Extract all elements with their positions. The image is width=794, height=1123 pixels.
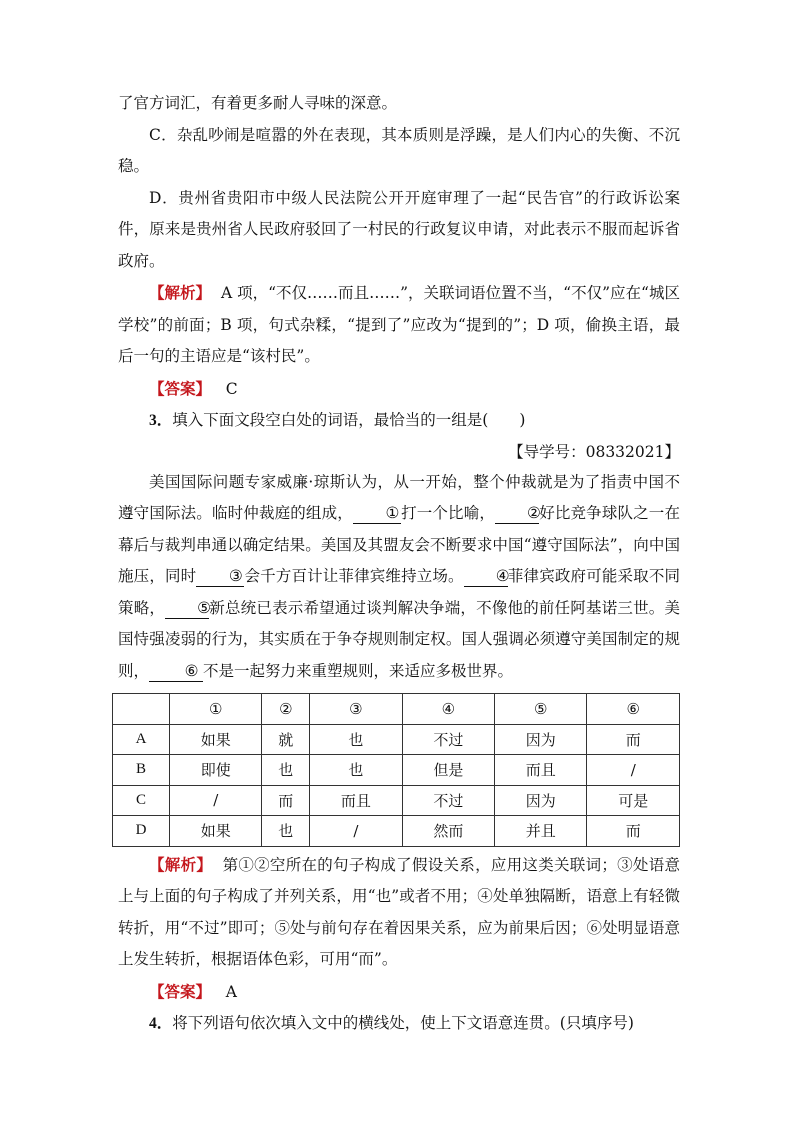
table-header-cell: ⑥ bbox=[587, 694, 680, 725]
table-cell: 也 bbox=[262, 755, 310, 786]
table-cell: 因为 bbox=[495, 785, 587, 816]
passage-text: 不是一起努力来重塑规则，来适应多极世界。 bbox=[203, 661, 514, 680]
analysis-tag: 【解析】 bbox=[149, 854, 213, 874]
blank-6: ⑥ bbox=[149, 661, 203, 682]
table-cell: 但是 bbox=[402, 755, 494, 786]
table-cell: 并且 bbox=[495, 816, 587, 847]
question-stem: 将下列语句依次填入文中的横线处，使上下文语意连贯。(只填序号) bbox=[172, 1014, 634, 1032]
question-stem: 填入下面文段空白处的词语，最恰当的一组是( ) bbox=[172, 411, 526, 429]
blank-1: ① bbox=[353, 503, 401, 524]
document-page bbox=[118, 88, 680, 1040]
table-cell: 即使 bbox=[170, 755, 262, 786]
answer-tag: 【答案】 bbox=[149, 378, 212, 398]
table-header-row bbox=[113, 694, 680, 725]
table-row bbox=[113, 755, 680, 786]
q2-analysis bbox=[118, 277, 680, 373]
table-cell: 不过 bbox=[402, 724, 494, 755]
q3-analysis bbox=[118, 849, 680, 976]
answer-tag: 【答案】 bbox=[149, 981, 212, 1001]
analysis-text: 第①②空所在的句子构成了假设关系，应用这类关联词；③处语意上与上面的句子构成了并列关系，用“也”或者不用；④处单独隔断，语意上有轻微转折，用“不过”即可；⑤处与前句存在着因果关系，应为前果后因；⑥处明显语意上发生转折，根据语体色彩，可用“而”。 bbox=[118, 855, 680, 968]
table-cell: / bbox=[310, 816, 402, 847]
answer-text: A bbox=[225, 982, 237, 1001]
q2-option-c: C．杂乱吵闹是喧嚣的外在表现，其本质则是浮躁，是人们内心的失衡、不沉稳。 bbox=[118, 125, 680, 175]
table-row bbox=[113, 816, 680, 847]
answer-options-table bbox=[112, 693, 680, 847]
blank-5: ⑤ bbox=[165, 598, 209, 619]
q2-continuation: 了官方词汇，有着更多耐人寻味的深意。 bbox=[118, 94, 398, 112]
passage-text: 打一个比喻， bbox=[400, 504, 496, 522]
table-cell: 也 bbox=[310, 755, 402, 786]
analysis-text: A 项，“不仅……而且……”，关联词语位置不当，“不仅”应在“城区学校”的前面；B 项，句式杂糅，“提到了”应改为“提到的”；D 项，偷换主语，最后一句的主语应是“该村民”。 bbox=[118, 284, 680, 365]
table-header-cell bbox=[113, 694, 170, 725]
passage-text: 菲律宾政府可能采取不同策略， bbox=[118, 567, 680, 617]
table-header-cell: ③ bbox=[310, 694, 402, 725]
table-cell: 因为 bbox=[495, 724, 587, 755]
question-number: 3． bbox=[149, 412, 173, 429]
table-cell: 而且 bbox=[495, 755, 587, 786]
table-cell: 也 bbox=[310, 724, 402, 755]
table-cell: 而且 bbox=[310, 785, 402, 816]
table-cell: / bbox=[170, 785, 262, 816]
table-cell: 就 bbox=[262, 724, 310, 755]
passage-text: 美国国际问题专家威廉·琼斯认为，从一开始，整个仲裁就是为了指责中国不遵守国际法。临时仲裁庭的组成， bbox=[118, 472, 680, 522]
q2-answer bbox=[118, 373, 680, 406]
passage-text: 好比竞争球队之一在幕后与裁判串通以确定结果。美国及其盟友会不断要求中国“遵守国际法”，向中国施压，同时 bbox=[118, 504, 680, 585]
guide-number: 【导学号：08332021】 bbox=[508, 442, 680, 461]
table-cell: 而 bbox=[587, 816, 680, 847]
table-header-cell: ④ bbox=[402, 694, 494, 725]
passage-text: 会千方百计让菲律宾维持立场。 bbox=[244, 567, 464, 585]
table-cell: 而 bbox=[587, 724, 680, 755]
table-cell: / bbox=[587, 755, 680, 786]
q3-answer bbox=[118, 976, 680, 1009]
table-cell: 如果 bbox=[170, 816, 262, 847]
row-label: A bbox=[113, 724, 170, 755]
table-cell: 如果 bbox=[170, 724, 262, 755]
table-row bbox=[113, 724, 680, 755]
row-label: D bbox=[113, 816, 170, 847]
table-row bbox=[113, 785, 680, 816]
row-label: C bbox=[113, 785, 170, 816]
q2-option-d: D．贵州省贵阳市中级人民法院公开开庭审理了一起“民告官”的行政诉讼案件，原来是贵州省人民政府驳回了一村民的行政复议申请，对此表示不服而起诉省政府。 bbox=[118, 188, 680, 270]
blank-4: ④ bbox=[464, 566, 508, 587]
table-cell: 而 bbox=[262, 785, 310, 816]
q3-stem bbox=[118, 405, 680, 437]
table-cell: 不过 bbox=[402, 785, 494, 816]
analysis-tag: 【解析】 bbox=[149, 283, 212, 302]
table-cell: 可是 bbox=[587, 785, 680, 816]
blank-3: ③ bbox=[196, 566, 244, 587]
table-cell: 然而 bbox=[402, 816, 494, 847]
answer-text: C bbox=[225, 379, 238, 398]
table-header-cell: ① bbox=[170, 694, 262, 725]
row-label: B bbox=[113, 755, 170, 786]
q4-stem bbox=[118, 1008, 680, 1040]
table-header-cell: ② bbox=[262, 694, 310, 725]
table-cell: 也 bbox=[262, 816, 310, 847]
blank-2: ② bbox=[495, 503, 539, 524]
question-number: 4． bbox=[149, 1015, 173, 1032]
passage-text: 新总统已表示希望通过谈判解决争端，不像他的前任阿基诺三世。美国恃强凌弱的行为，其实质在于争夺规则制定权。国人强调必须遵守美国制定的规则， bbox=[118, 598, 680, 680]
table-header-cell: ⑤ bbox=[495, 694, 587, 725]
q3-passage bbox=[118, 467, 680, 688]
